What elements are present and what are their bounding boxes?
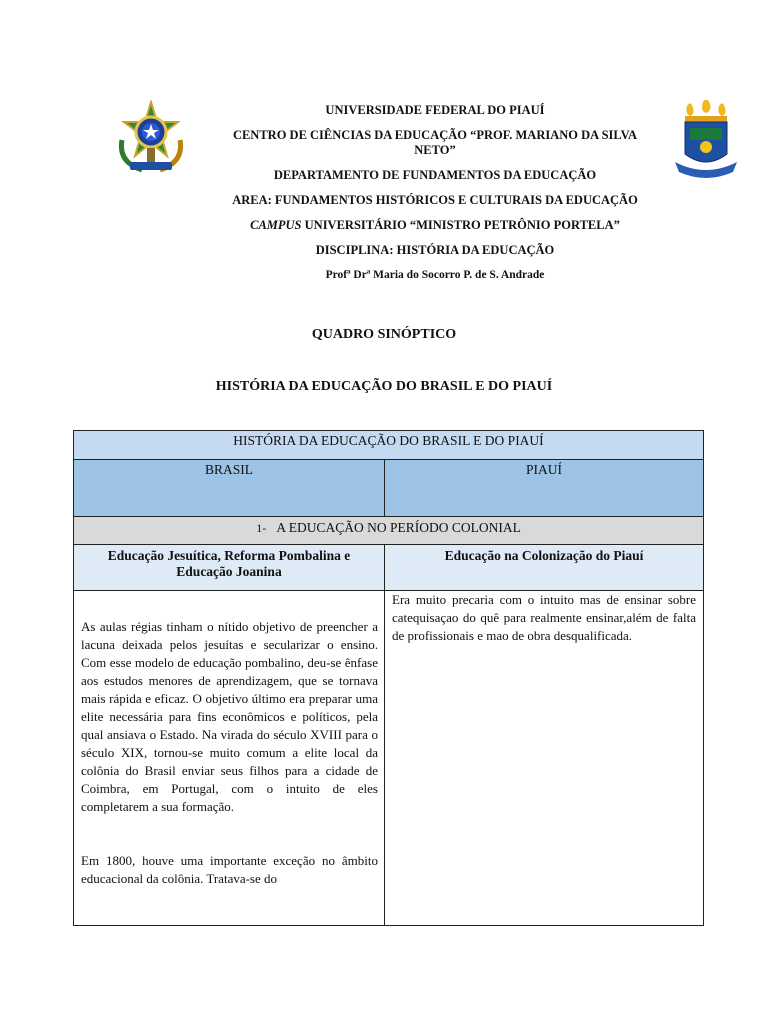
discipline-name: DISCIPLINA: HISTÓRIA DA EDUCAÇÃO — [315, 243, 555, 257]
content-row — [74, 591, 703, 926]
brasil-content — [74, 591, 385, 926]
section-number: 1- — [256, 521, 267, 535]
subsection-row — [74, 545, 703, 591]
document-subtitle: HISTÓRIA DA EDUCAÇÃO DO BRASIL E DO PIAUÍ — [215, 379, 553, 394]
table-columns-row — [74, 460, 703, 517]
table-heading-row — [74, 431, 703, 460]
brasil-paragraph-1: As aulas régias tinham o nítido objetivo de preencher a lacuna deixada pelos jesuítas e secularizar o ensino. Com esse modelo de educação pombalino, deu-se ênfase aos estudos menores de aprendizagem, que se tornava mais rápida e eficaz. O objetivo último era preparar uma elite necessária para fins econômicos e políticos, pela qual ansiava o Estado. Na virada do século XVIII para o século XIX, tornou-se muito comum a elite local da colônia do Brasil enviar seus filhos para a cidade de Coimbra, em Portugal, com o intuito de eles completarem a sua formação. — [81, 619, 378, 814]
campus-line — [215, 218, 655, 233]
department-name: DEPARTAMENTO DE FUNDAMENTOS DA EDUCAÇÃO — [273, 168, 597, 182]
section-row — [74, 517, 703, 545]
ufpi-logo — [673, 100, 739, 182]
piaui-paragraph: Era muito precaria com o intuito mas de ensinar sobre catequisaçao do quê para realmente ensinar,além de falta de profissionais e mao de obra desqualificada. — [392, 592, 696, 643]
area-name: AREA: FUNDAMENTOS HISTÓRICOS E CULTURAIS DA EDUCAÇÃO — [232, 193, 638, 207]
column-header-piaui: PIAUÍ — [526, 462, 562, 477]
column-header-brasil: BRASIL — [74, 460, 385, 516]
piaui-content — [385, 591, 703, 926]
table-heading: HISTÓRIA DA EDUCAÇÃO DO BRASIL E DO PIAUÍ — [233, 433, 544, 448]
center-name: CENTRO DE CIÊNCIAS DA EDUCAÇÃO “PROF. MARIANO DA SILVA NETO” — [232, 128, 638, 157]
section-title — [74, 517, 703, 544]
synoptic-table — [73, 430, 704, 926]
professor-name: Profª Drª Maria do Socorro P. de S. Andrade — [325, 269, 545, 281]
section-title-text: A EDUCAÇÃO NO PERÍODO COLONIAL — [276, 520, 521, 535]
brasil-paragraph-2: Em 1800, houve uma importante exceção no âmbito educacional da colônia. Tratava-se do — [81, 853, 378, 886]
subsection-piaui: Educação na Colonização do Piauí — [444, 548, 644, 563]
subsection-brasil: Educação Jesuítica, Reforma Pombalina e Educação Joanina — [74, 545, 385, 590]
campus-word: CAMPUS — [250, 218, 302, 232]
document-title: QUADRO SINÓPTICO — [311, 327, 457, 342]
university-name: UNIVERSIDADE FEDERAL DO PIAUÍ — [325, 103, 545, 117]
brazil-coat-of-arms-logo — [116, 100, 186, 176]
campus-name: UNIVERSITÁRIO “MINISTRO PETRÔNIO PORTELA” — [304, 218, 620, 232]
